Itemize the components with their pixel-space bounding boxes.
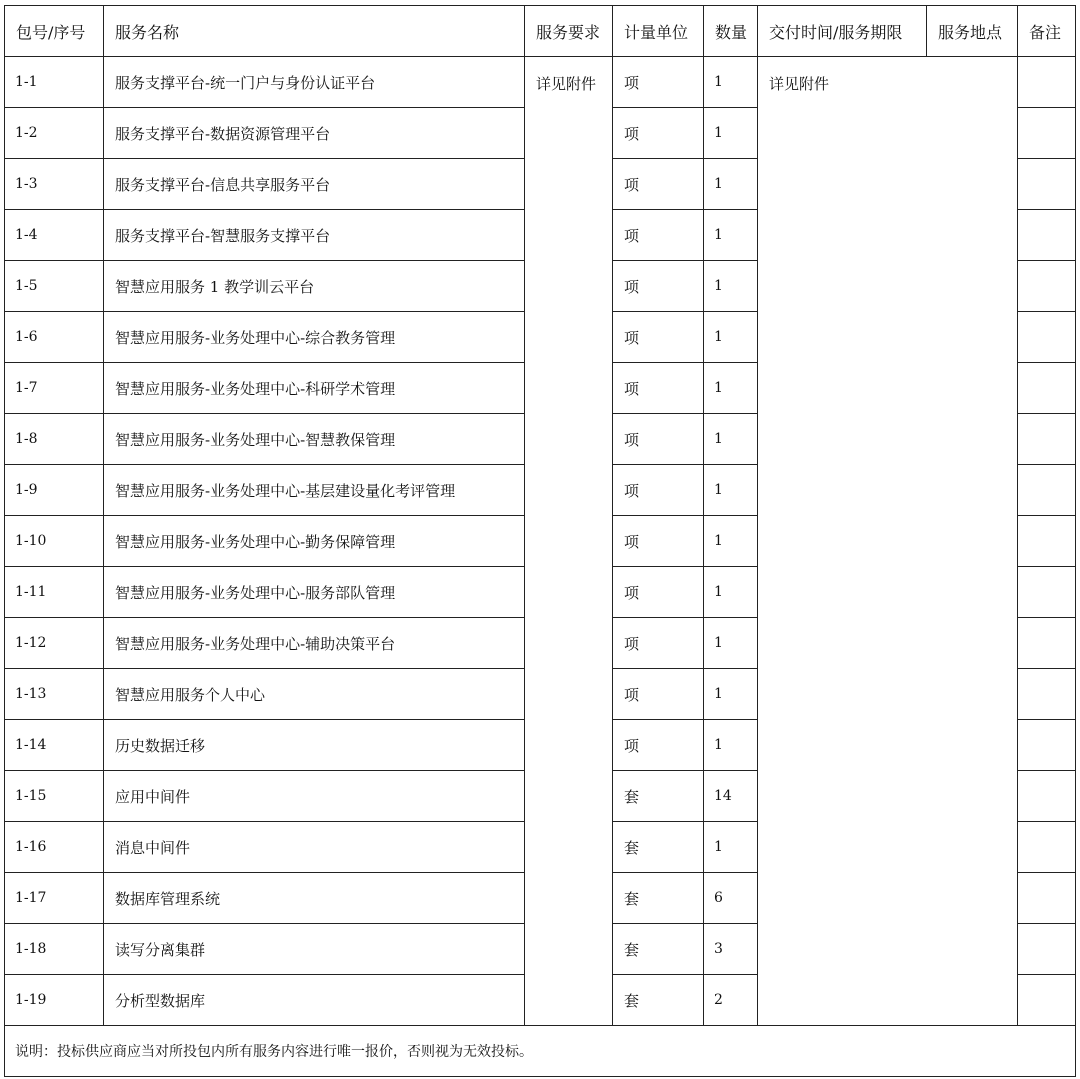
quantity-cell: 1: [704, 57, 758, 108]
quantity-cell: 14: [704, 771, 758, 822]
unit-cell: 套: [613, 975, 704, 1026]
row-id-cell: 1-19: [5, 975, 104, 1026]
quantity-cell: 6: [704, 873, 758, 924]
row-id-cell: 1-11: [5, 567, 104, 618]
unit-cell: 套: [613, 822, 704, 873]
quantity-cell: 3: [704, 924, 758, 975]
service-name-cell: 智慧应用服务-业务处理中心-基层建设量化考评管理: [104, 465, 525, 516]
quantity-cell: 1: [704, 159, 758, 210]
row-id-cell: 1-8: [5, 414, 104, 465]
row-id-cell: 1-13: [5, 669, 104, 720]
unit-cell: 项: [613, 312, 704, 363]
service-name-cell: 智慧应用服务-业务处理中心-勤务保障管理: [104, 516, 525, 567]
unit-cell: 项: [613, 567, 704, 618]
unit-cell: 项: [613, 465, 704, 516]
header-cell: 备注: [1018, 6, 1076, 57]
header-cell: 服务地点: [927, 6, 1018, 57]
row-id-cell: 1-18: [5, 924, 104, 975]
unit-cell: 项: [613, 210, 704, 261]
remark-cell: [1018, 261, 1076, 312]
remark-cell: [1018, 924, 1076, 975]
header-cell: 数量: [704, 6, 758, 57]
service-name-cell: 分析型数据库: [104, 975, 525, 1026]
unit-cell: 项: [613, 159, 704, 210]
service-requirement-cell: 详见附件: [525, 57, 613, 1026]
unit-cell: 项: [613, 720, 704, 771]
remark-cell: [1018, 567, 1076, 618]
row-id-cell: 1-6: [5, 312, 104, 363]
unit-cell: 项: [613, 414, 704, 465]
remark-cell: [1018, 210, 1076, 261]
table-row: [5, 57, 1076, 108]
row-id-cell: 1-10: [5, 516, 104, 567]
unit-cell: 项: [613, 57, 704, 108]
row-id-cell: 1-12: [5, 618, 104, 669]
quantity-cell: 1: [704, 465, 758, 516]
service-name-cell: 消息中间件: [104, 822, 525, 873]
header-cell: 计量单位: [613, 6, 704, 57]
unit-cell: 项: [613, 618, 704, 669]
row-id-cell: 1-7: [5, 363, 104, 414]
remark-cell: [1018, 771, 1076, 822]
quantity-cell: 1: [704, 618, 758, 669]
service-name-cell: 智慧应用服务 1 教学训云平台: [104, 261, 525, 312]
unit-cell: 套: [613, 771, 704, 822]
unit-cell: 项: [613, 108, 704, 159]
remark-cell: [1018, 822, 1076, 873]
quantity-cell: 1: [704, 720, 758, 771]
unit-cell: 项: [613, 516, 704, 567]
header-cell: 包号/序号: [5, 6, 104, 57]
service-name-cell: 服务支撑平台-数据资源管理平台: [104, 108, 525, 159]
row-id-cell: 1-1: [5, 57, 104, 108]
quantity-cell: 1: [704, 261, 758, 312]
service-name-cell: 智慧应用服务-业务处理中心-智慧教保管理: [104, 414, 525, 465]
service-name-cell: 智慧应用服务-业务处理中心-综合教务管理: [104, 312, 525, 363]
remark-cell: [1018, 108, 1076, 159]
unit-cell: 套: [613, 924, 704, 975]
row-id-cell: 1-14: [5, 720, 104, 771]
service-name-cell: 智慧应用服务-业务处理中心-服务部队管理: [104, 567, 525, 618]
service-name-cell: 应用中间件: [104, 771, 525, 822]
remark-cell: [1018, 618, 1076, 669]
quantity-cell: 1: [704, 567, 758, 618]
remark-cell: [1018, 57, 1076, 108]
service-name-cell: 数据库管理系统: [104, 873, 525, 924]
header-cell: 交付时间/服务期限: [758, 6, 927, 57]
quantity-cell: 1: [704, 210, 758, 261]
remark-cell: [1018, 873, 1076, 924]
unit-cell: 项: [613, 669, 704, 720]
quantity-cell: 1: [704, 414, 758, 465]
unit-cell: 项: [613, 261, 704, 312]
service-name-cell: 服务支撑平台-智慧服务支撑平台: [104, 210, 525, 261]
service-name-cell: 智慧应用服务-业务处理中心-科研学术管理: [104, 363, 525, 414]
remark-cell: [1018, 414, 1076, 465]
row-id-cell: 1-3: [5, 159, 104, 210]
header-row: [5, 6, 1076, 57]
unit-cell: 套: [613, 873, 704, 924]
service-name-cell: 服务支撑平台-统一门户与身份认证平台: [104, 57, 525, 108]
header-cell: 服务要求: [525, 6, 613, 57]
remark-cell: [1018, 159, 1076, 210]
service-name-cell: 历史数据迁移: [104, 720, 525, 771]
row-id-cell: 1-16: [5, 822, 104, 873]
remark-cell: [1018, 975, 1076, 1026]
quantity-cell: 1: [704, 363, 758, 414]
service-table: [4, 5, 1076, 1077]
delivery-location-cell: 详见附件: [758, 57, 1018, 1026]
row-id-cell: 1-4: [5, 210, 104, 261]
row-id-cell: 1-2: [5, 108, 104, 159]
service-name-cell: 服务支撑平台-信息共享服务平台: [104, 159, 525, 210]
note-text: 说明：投标供应商应当对所投包内所有服务内容进行唯一报价，否则视为无效投标。: [5, 1026, 1076, 1077]
quantity-cell: 1: [704, 516, 758, 567]
note-row: [5, 1026, 1076, 1077]
service-name-cell: 智慧应用服务-业务处理中心-辅助决策平台: [104, 618, 525, 669]
service-name-cell: 读写分离集群: [104, 924, 525, 975]
row-id-cell: 1-17: [5, 873, 104, 924]
unit-cell: 项: [613, 363, 704, 414]
quantity-cell: 1: [704, 312, 758, 363]
remark-cell: [1018, 312, 1076, 363]
remark-cell: [1018, 669, 1076, 720]
header-cell: 服务名称: [104, 6, 525, 57]
remark-cell: [1018, 363, 1076, 414]
row-id-cell: 1-15: [5, 771, 104, 822]
quantity-cell: 1: [704, 669, 758, 720]
remark-cell: [1018, 465, 1076, 516]
quantity-cell: 1: [704, 822, 758, 873]
row-id-cell: 1-9: [5, 465, 104, 516]
quantity-cell: 1: [704, 108, 758, 159]
row-id-cell: 1-5: [5, 261, 104, 312]
remark-cell: [1018, 516, 1076, 567]
remark-cell: [1018, 720, 1076, 771]
service-name-cell: 智慧应用服务个人中心: [104, 669, 525, 720]
quantity-cell: 2: [704, 975, 758, 1026]
